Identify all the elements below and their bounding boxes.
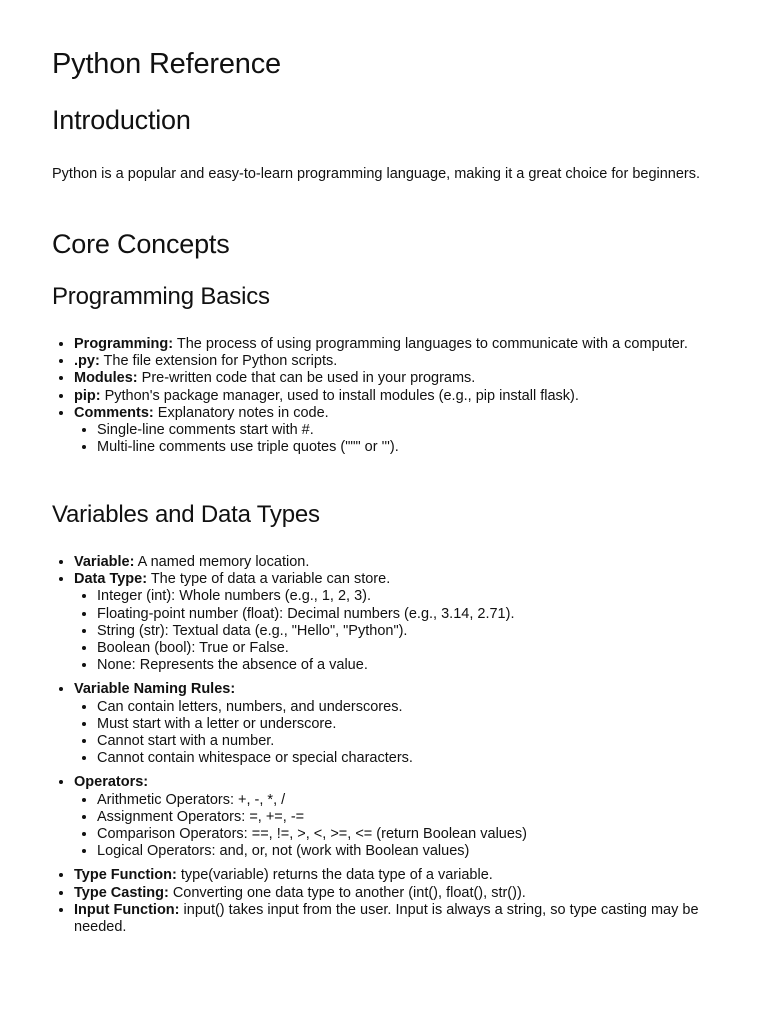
- list-item: [74, 774, 739, 860]
- term-label: Operators:: [74, 774, 149, 791]
- sub-list-item: • Can contain letters, numbers, and underscores.: [97, 699, 739, 716]
- sub-list-item: • String (str): Textual data (e.g., "Hello", "Python").: [97, 623, 739, 640]
- variables-data-types-list: [52, 554, 739, 936]
- sub-list-item: • Cannot start with a number.: [97, 733, 739, 750]
- introduction-heading: Introduction: [52, 105, 191, 135]
- term-label: Comments:: [74, 404, 154, 421]
- term-description: The type of data a variable can store.: [147, 571, 391, 588]
- list-item: [74, 336, 714, 353]
- sub-list-item: • Must start with a letter or underscore.: [97, 716, 739, 733]
- term-description: Converting one data type to another (int(), float(), str()).: [168, 884, 526, 901]
- term-label: .py:: [74, 353, 100, 370]
- introduction-paragraph: Python is a popular and easy-to-learn programming language, making it a great choice for beginners.: [52, 166, 701, 182]
- term-label: Input Function:: [74, 901, 180, 918]
- term-description: The process of using programming languages to communicate with a computer.: [173, 336, 688, 352]
- term-label: Type Casting:: [74, 884, 169, 901]
- sub-list-item: • Floating-point number (float): Decimal numbers (e.g., 3.14, 2.71).: [97, 606, 739, 623]
- term-description: Explanatory notes in code.: [153, 404, 329, 421]
- variables-data-types-heading: Variables and Data Types: [52, 501, 320, 528]
- term-label: Type Function:: [74, 867, 177, 884]
- sub-list-item: • Arithmetic Operators: +, -, *, /: [97, 792, 739, 809]
- list-item: [74, 902, 739, 936]
- list-item: [74, 571, 739, 674]
- term-description: The file extension for Python scripts.: [99, 353, 338, 370]
- list-item: [74, 885, 739, 902]
- sub-list-item: • Logical Operators: and, or, not (work with Boolean values): [97, 843, 739, 860]
- sub-list: [74, 792, 739, 861]
- list-item: [74, 370, 714, 387]
- sub-list-item: • Assignment Operators: =, +=, -=: [97, 809, 739, 826]
- list-item: [74, 554, 739, 571]
- sub-list: [74, 588, 739, 674]
- programming-basics-heading: Programming Basics: [52, 283, 270, 310]
- term-description: Python's package manager, used to install modules (e.g., pip install flask).: [100, 387, 579, 404]
- sub-list: [74, 422, 714, 456]
- page-title: Python Reference: [52, 48, 281, 80]
- sub-list-item: • Integer (int): Whole numbers (e.g., 1, 2, 3).: [97, 588, 739, 605]
- sub-list-item: • Single-line comments start with #.: [97, 422, 714, 439]
- term-label: Programming:: [74, 336, 174, 352]
- term-label: Modules:: [74, 370, 138, 387]
- term-label: pip:: [74, 387, 101, 404]
- list-item: [74, 867, 739, 884]
- list-item: [74, 681, 739, 767]
- term-label: Variable:: [74, 554, 135, 570]
- sub-list-item: • Boolean (bool): True or False.: [97, 640, 739, 657]
- term-description: A named memory location.: [134, 554, 310, 570]
- list-item: [74, 405, 714, 457]
- sub-list-item: • None: Represents the absence of a value.: [97, 657, 739, 674]
- core-concepts-heading: Core Concepts: [52, 229, 230, 259]
- term-label: Data Type:: [74, 571, 148, 588]
- sub-list-item: • Cannot contain whitespace or special characters.: [97, 750, 739, 767]
- term-description: Pre-written code that can be used in your programs.: [137, 370, 476, 387]
- programming-basics-list: [52, 336, 714, 456]
- term-label: Variable Naming Rules:: [74, 681, 236, 698]
- sub-list: [74, 699, 739, 768]
- list-item: [74, 388, 714, 405]
- term-description: type(variable) returns the data type of a variable.: [176, 867, 493, 884]
- term-description: input() takes input from the user. Input is always a string, so type casting may be needed.: [74, 901, 699, 936]
- sub-list-item: • Comparison Operators: ==, !=, >, <, >=, <= (return Boolean values): [97, 826, 739, 843]
- sub-list-item: • Multi-line comments use triple quotes (""" or ''').: [97, 439, 714, 456]
- list-item: [74, 353, 714, 370]
